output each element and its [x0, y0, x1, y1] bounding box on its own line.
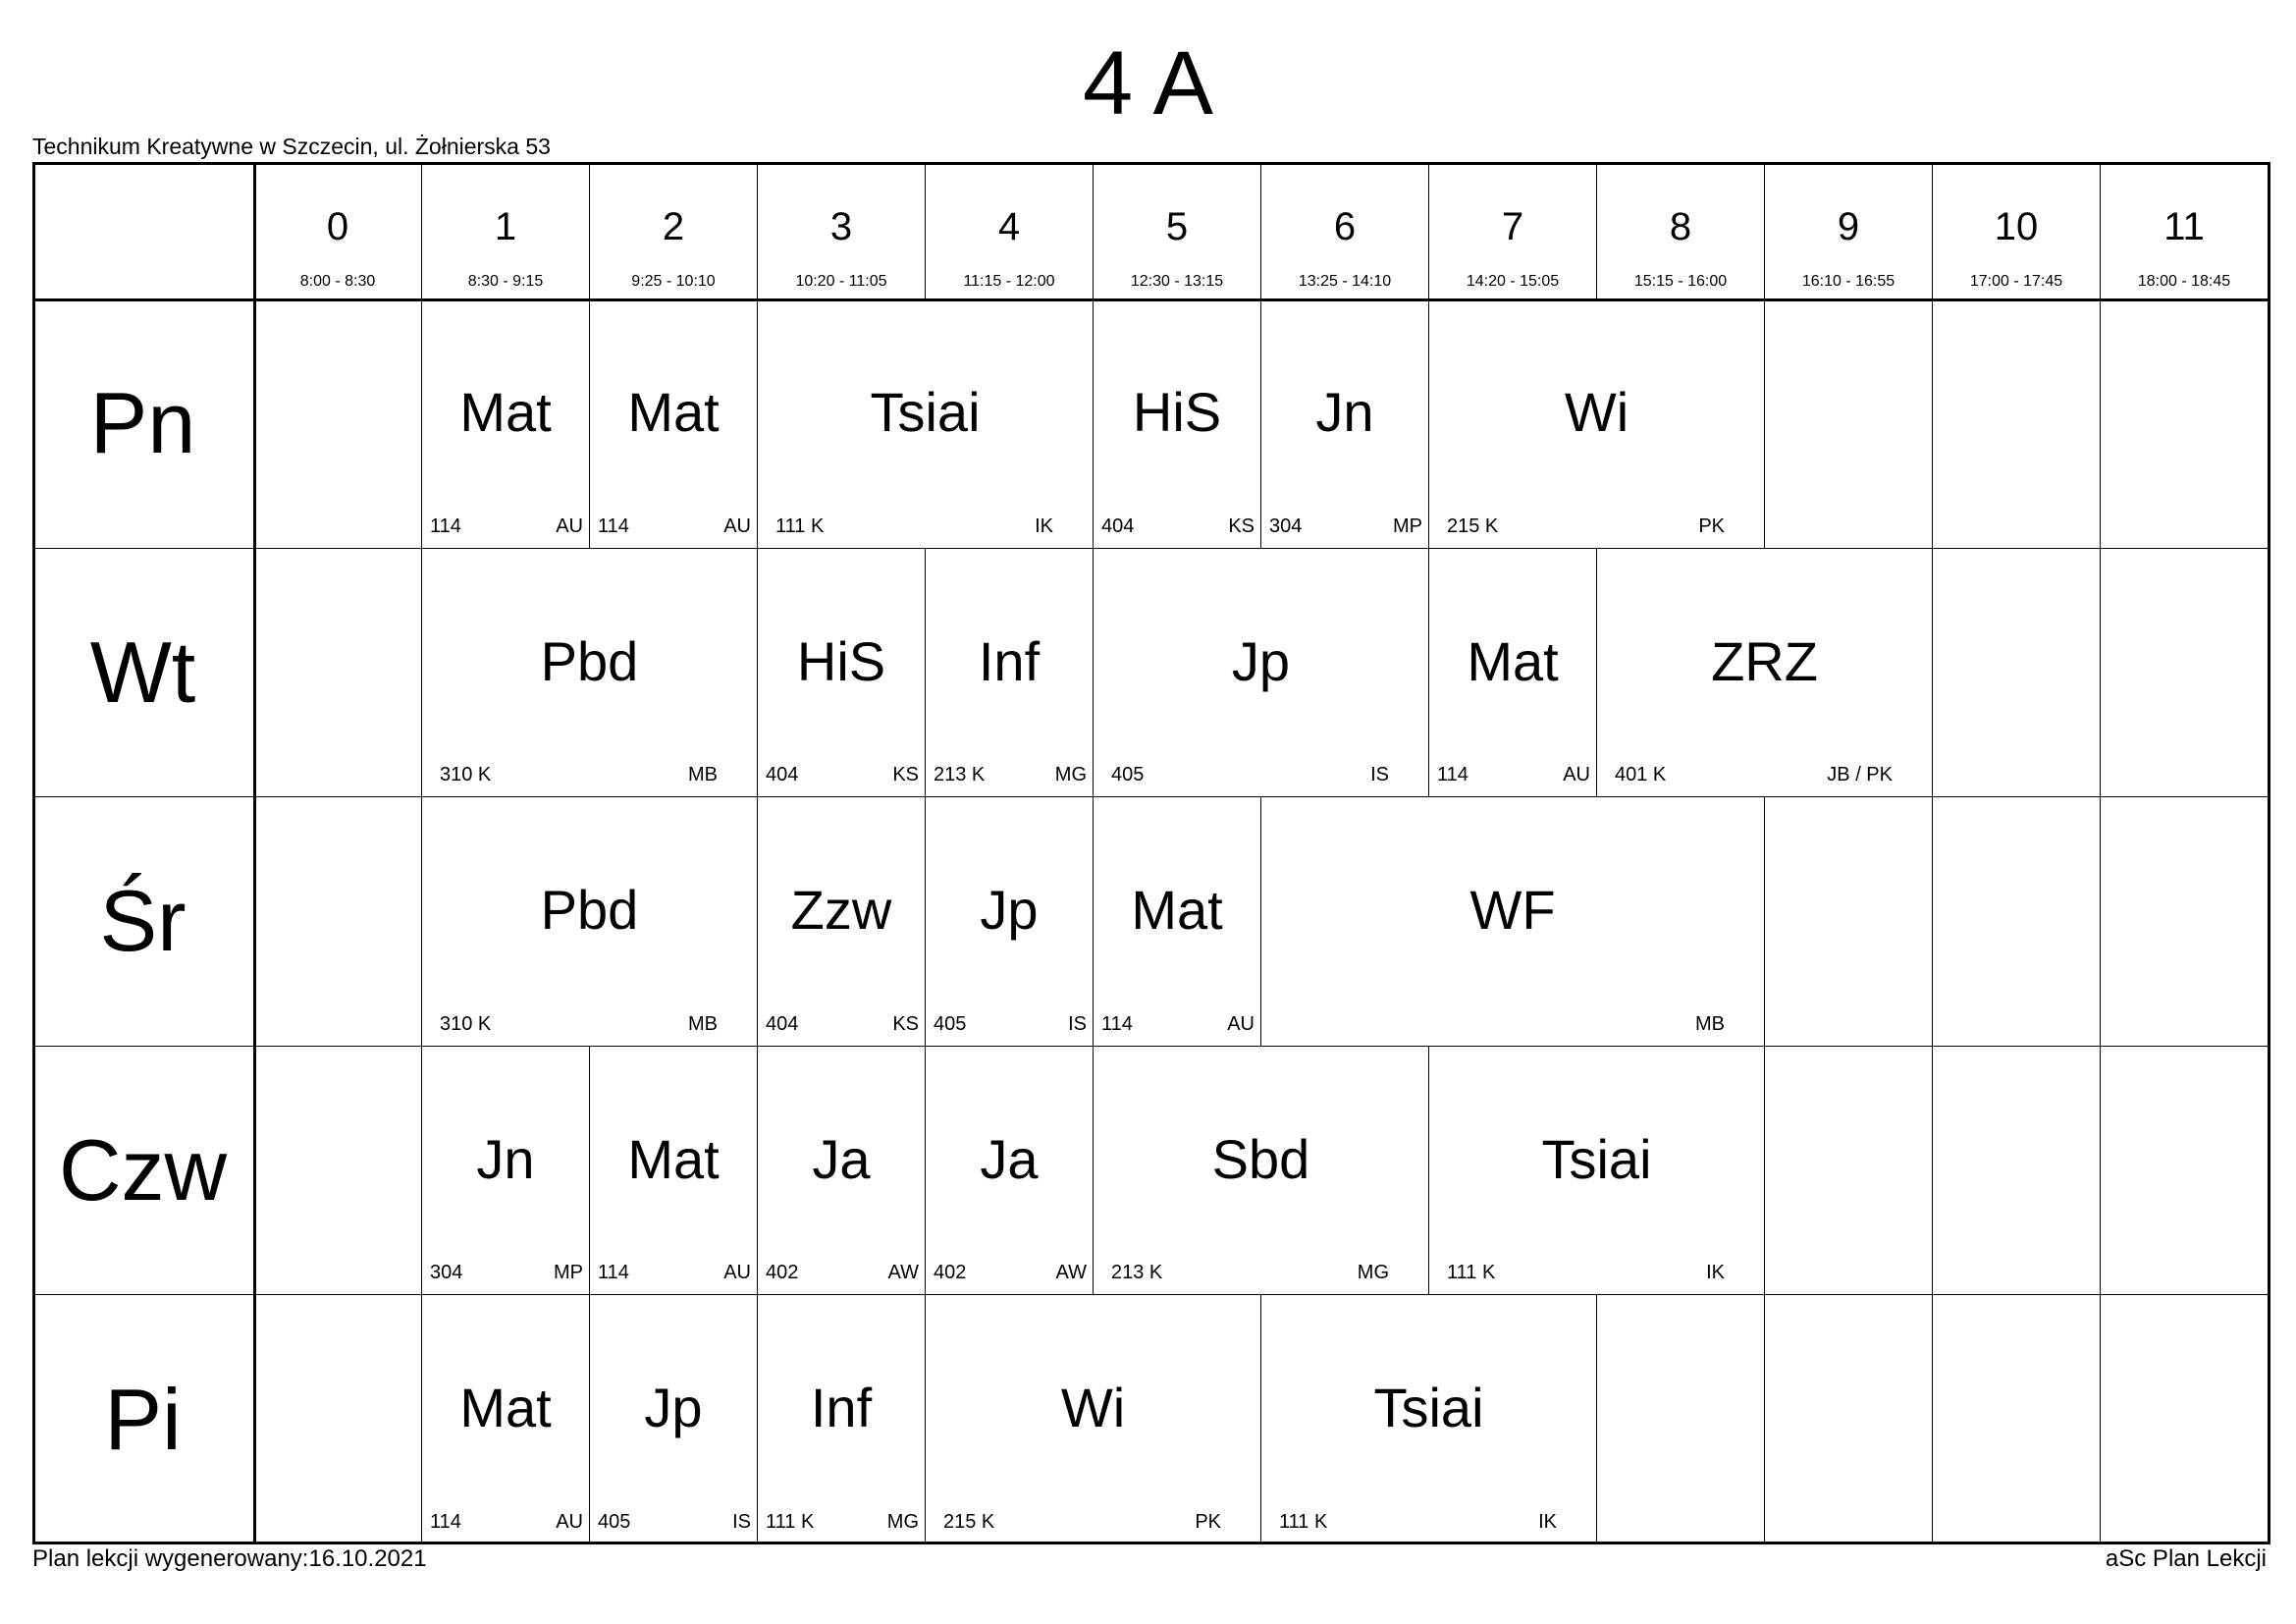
period-time: 12:30 - 13:15: [1130, 273, 1224, 290]
lesson-teacher: IK: [1035, 514, 1053, 537]
period-time: 17:00 - 17:45: [1969, 273, 2063, 290]
period-time: 10:20 - 11:05: [795, 273, 887, 290]
lesson-cell[interactable]: [1094, 797, 1261, 1047]
generated-date: Plan lekcji wygenerowany:16.10.2021: [32, 1545, 427, 1572]
lesson-cell[interactable]: [926, 1047, 1094, 1296]
day-header: [32, 549, 254, 798]
lesson-cell[interactable]: [1094, 299, 1261, 549]
lesson-room: 215 K: [1447, 514, 1499, 537]
lesson-teacher: MB: [688, 764, 718, 786]
lesson-subject: Jp: [980, 879, 1039, 942]
lesson-cell[interactable]: [422, 299, 590, 549]
day-column-divider: [253, 162, 256, 1544]
day-header: [32, 299, 254, 549]
lesson-subject: Mat: [1131, 879, 1223, 942]
lesson-subject: ZRZ: [1711, 629, 1818, 692]
lesson-subject: Inf: [978, 629, 1041, 692]
period-number: 2: [662, 205, 685, 248]
lesson-teacher: AU: [556, 514, 583, 537]
lesson-room: 213 K: [1111, 1262, 1163, 1284]
lesson-room: 404: [766, 1012, 799, 1035]
period-time: 13:25 - 14:10: [1298, 273, 1392, 290]
lesson-teacher: PK: [1195, 1510, 1221, 1533]
lesson-teacher: IS: [1068, 1012, 1087, 1035]
lesson-subject: WF: [1469, 879, 1556, 942]
period-time: 8:30 - 9:15: [467, 273, 544, 290]
lesson-cell[interactable]: [422, 1295, 590, 1544]
lesson-cell[interactable]: [758, 1047, 926, 1296]
lesson-cell[interactable]: [590, 1295, 758, 1544]
lesson-teacher: IS: [732, 1510, 751, 1533]
lesson-teacher: IS: [1370, 764, 1389, 786]
period-header: [1429, 162, 1597, 299]
lesson-room: 114: [430, 1510, 461, 1533]
lesson-cell[interactable]: [422, 549, 758, 798]
period-number: 4: [997, 205, 1021, 248]
lesson-teacher: MB: [1695, 1012, 1725, 1035]
lesson-room: 402: [934, 1262, 967, 1284]
lesson-subject: Mat: [459, 1377, 552, 1439]
lesson-cell[interactable]: [590, 1047, 758, 1296]
lesson-subject: HiS: [1132, 381, 1222, 443]
lesson-subject: Pbd: [540, 629, 639, 692]
lesson-subject: Mat: [627, 1127, 720, 1190]
empty-cell: [254, 299, 422, 549]
lesson-cell[interactable]: [758, 1295, 926, 1544]
empty-cell: [1765, 299, 1933, 549]
lesson-teacher: AU: [723, 1262, 751, 1284]
lesson-cell[interactable]: [1094, 1047, 1429, 1296]
lesson-room: 310 K: [440, 1012, 492, 1035]
period-time: 15:15 - 16:00: [1633, 273, 1728, 290]
lesson-cell[interactable]: [926, 1295, 1261, 1544]
period-time: 14:20 - 15:05: [1466, 273, 1560, 290]
lesson-cell[interactable]: [422, 797, 758, 1047]
lesson-room: 114: [1437, 764, 1468, 786]
lesson-teacher: MG: [886, 1510, 919, 1533]
lesson-cell[interactable]: [758, 299, 1094, 549]
period-number: 1: [494, 205, 517, 248]
lesson-teacher: AU: [723, 514, 751, 537]
lesson-subject: Wi: [1060, 1377, 1126, 1439]
lesson-room: 405: [598, 1510, 631, 1533]
lesson-teacher: MP: [554, 1262, 583, 1284]
lesson-teacher: KS: [1228, 514, 1255, 537]
lesson-cell[interactable]: [1261, 797, 1765, 1047]
empty-cell: [1933, 549, 2101, 798]
period-number: 10: [1994, 205, 2039, 248]
lesson-teacher: PK: [1698, 514, 1725, 537]
period-time: 8:00 - 8:30: [299, 273, 376, 290]
lesson-subject: Tsiai: [1541, 1127, 1652, 1190]
lesson-room: 404: [1101, 514, 1135, 537]
period-header: [254, 162, 422, 299]
lesson-teacher: MG: [1054, 764, 1087, 786]
lesson-subject: Mat: [1467, 629, 1559, 692]
lesson-subject: Ja: [812, 1127, 871, 1190]
empty-cell: [2101, 1295, 2269, 1544]
lesson-cell[interactable]: [1429, 1047, 1765, 1296]
lesson-teacher: KS: [892, 1012, 919, 1035]
lesson-room: 111 K: [775, 514, 825, 537]
period-number: 11: [2163, 205, 2205, 248]
empty-cell: [1933, 1295, 2101, 1544]
brand-label: aSc Plan Lekcji: [2105, 1545, 2267, 1572]
period-time: 16:10 - 16:55: [1801, 273, 1896, 290]
lesson-room: 215 K: [943, 1510, 995, 1533]
lesson-teacher: KS: [892, 764, 919, 786]
period-number: 6: [1333, 205, 1357, 248]
lesson-room: 111 K: [1447, 1262, 1496, 1284]
lesson-subject: Wi: [1564, 381, 1629, 443]
empty-cell: [2101, 1047, 2269, 1296]
lesson-subject: Ja: [980, 1127, 1039, 1190]
lesson-cell[interactable]: [1261, 1295, 1597, 1544]
lesson-cell[interactable]: [926, 549, 1094, 798]
period-header: [1597, 162, 1765, 299]
lesson-subject: Mat: [627, 381, 720, 443]
lesson-subject: Inf: [810, 1377, 873, 1439]
lesson-teacher: AW: [887, 1262, 919, 1284]
lesson-room: 402: [766, 1262, 799, 1284]
day-label: Pi: [104, 1370, 182, 1468]
lesson-subject: Jp: [1231, 629, 1291, 692]
lesson-cell[interactable]: [758, 549, 926, 798]
empty-cell: [254, 549, 422, 798]
period-header: [1261, 162, 1429, 299]
lesson-subject: Tsiai: [1373, 1377, 1484, 1439]
lesson-cell[interactable]: [1597, 549, 1933, 798]
lesson-cell[interactable]: [758, 797, 926, 1047]
period-header: [758, 162, 926, 299]
lesson-subject: Pbd: [540, 879, 639, 942]
lesson-teacher: MP: [1393, 514, 1422, 537]
lesson-teacher: AU: [1227, 1012, 1255, 1035]
lesson-room: 404: [766, 764, 799, 786]
lesson-teacher: AU: [1563, 764, 1590, 786]
lesson-room: 401 K: [1615, 764, 1667, 786]
lesson-subject: Jn: [1315, 381, 1374, 443]
empty-cell: [1597, 1295, 1765, 1544]
lesson-cell[interactable]: [1429, 299, 1765, 549]
lesson-subject: Tsiai: [870, 381, 981, 443]
lesson-teacher: MB: [688, 1012, 718, 1035]
lesson-room: 114: [598, 1262, 629, 1284]
empty-cell: [1933, 797, 2101, 1047]
empty-cell: [1765, 797, 1933, 1047]
lesson-subject: Sbd: [1211, 1127, 1310, 1190]
corner-cell: [32, 162, 254, 299]
period-time: 11:15 - 12:00: [963, 273, 1055, 290]
period-number: 8: [1669, 205, 1692, 248]
empty-cell: [254, 1295, 422, 1544]
lesson-teacher: JB / PK: [1827, 764, 1893, 786]
day-label: Wt: [89, 623, 196, 721]
lesson-cell[interactable]: [1429, 549, 1597, 798]
period-header: [1765, 162, 1933, 299]
lesson-teacher: IK: [1706, 1262, 1725, 1284]
lesson-teacher: AU: [556, 1510, 583, 1533]
period-header: [590, 162, 758, 299]
period-number: 9: [1837, 205, 1860, 248]
lesson-room: 213 K: [934, 764, 986, 786]
period-header: [1094, 162, 1261, 299]
timetable-grid: [32, 162, 2270, 1544]
period-number: 5: [1165, 205, 1189, 248]
lesson-cell[interactable]: [1094, 549, 1429, 798]
lesson-room: 405: [934, 1012, 967, 1035]
page-title: 4 A: [1082, 33, 1213, 134]
lesson-cell[interactable]: [926, 797, 1094, 1047]
lesson-subject: Jp: [644, 1377, 703, 1439]
lesson-subject: Zzw: [790, 879, 892, 942]
day-label: Pn: [89, 374, 196, 472]
lesson-room: 310 K: [440, 764, 492, 786]
period-time: 18:00 - 18:45: [2137, 273, 2231, 290]
period-header: [422, 162, 590, 299]
lesson-room: 304: [430, 1262, 463, 1284]
empty-cell: [2101, 549, 2269, 798]
period-number: 3: [829, 205, 853, 248]
empty-cell: [254, 1047, 422, 1296]
lesson-room: 111 K: [766, 1510, 815, 1533]
day-header: [32, 797, 254, 1047]
lesson-room: 405: [1111, 764, 1145, 786]
day-label: Śr: [99, 872, 187, 970]
lesson-room: 114: [430, 514, 461, 537]
empty-cell: [1933, 299, 2101, 549]
period-header: [926, 162, 1094, 299]
lesson-subject: HiS: [796, 629, 886, 692]
day-header: [32, 1295, 254, 1544]
lesson-teacher: IK: [1538, 1510, 1557, 1533]
day-label: Czw: [58, 1121, 228, 1219]
lesson-cell[interactable]: [590, 299, 758, 549]
school-name: Technikum Kreatywne w Szczecin, ul. Żołnierska 53: [32, 134, 551, 159]
lesson-room: 114: [598, 514, 629, 537]
empty-cell: [1765, 1047, 1933, 1296]
period-time: 9:25 - 10:10: [631, 273, 716, 290]
lesson-cell[interactable]: [422, 1047, 590, 1296]
day-header: [32, 1047, 254, 1296]
lesson-teacher: AW: [1055, 1262, 1087, 1284]
lesson-room: 114: [1101, 1012, 1133, 1035]
lesson-teacher: MG: [1357, 1262, 1389, 1284]
lesson-room: 111 K: [1279, 1510, 1328, 1533]
lesson-room: 304: [1269, 514, 1303, 537]
lesson-cell[interactable]: [1261, 299, 1429, 549]
lesson-subject: Jn: [476, 1127, 535, 1190]
header-row-divider: [32, 298, 2270, 301]
empty-cell: [2101, 299, 2269, 549]
empty-cell: [254, 797, 422, 1047]
empty-cell: [2101, 797, 2269, 1047]
empty-cell: [1933, 1047, 2101, 1296]
empty-cell: [1765, 1295, 1933, 1544]
period-header: [1933, 162, 2101, 299]
period-number: 0: [326, 205, 349, 248]
period-header: [2101, 162, 2269, 299]
period-number: 7: [1501, 205, 1524, 248]
lesson-subject: Mat: [459, 381, 552, 443]
